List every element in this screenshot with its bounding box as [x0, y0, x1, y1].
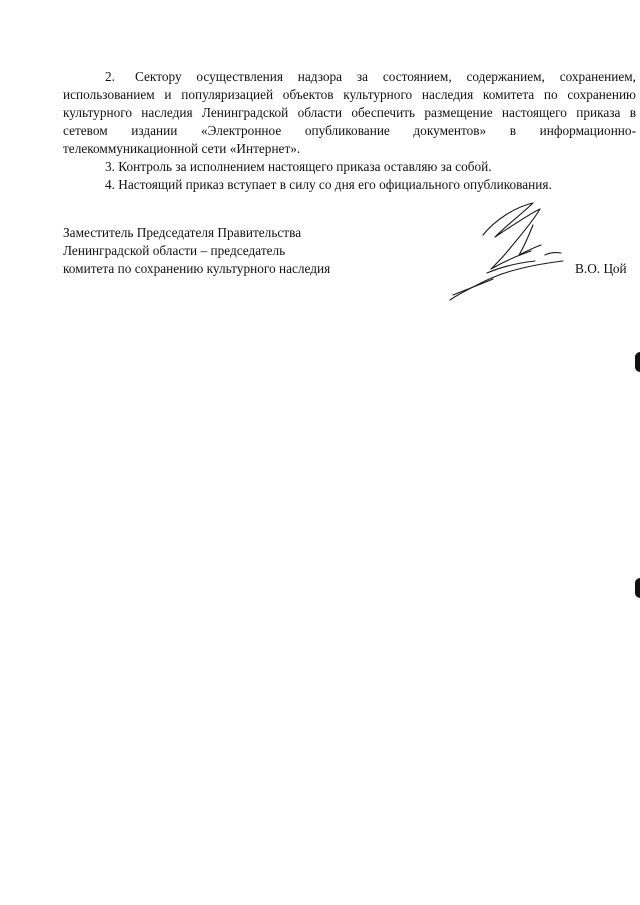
- paragraph-2: [63, 68, 636, 158]
- paragraph-3: 3. Контроль за исполнением настоящего приказа оставляю за собой.: [105, 159, 492, 174]
- signatory-title: [63, 224, 423, 278]
- paragraph-4: 4. Настоящий приказ вступает в силу со дня его официального опубликования.: [105, 177, 552, 192]
- paragraph-2-number: 2.: [105, 69, 115, 84]
- binding-hole-mark: [635, 352, 640, 372]
- signatory-title-line-1: Заместитель Председателя Правительства: [63, 225, 302, 240]
- paragraph-2-text: Сектору осуществления надзора за состоянием, содержанием, сохранением, использованием и популяризацией объектов культурного наследия комитета по сохранению культурного наследия Ленинградской области обеспечить размещение настоящего приказа в сетевом издании «Электронное опубликование документов» в информационно-телекоммуникационной сети «Интернет».: [63, 69, 636, 156]
- handwritten-signature: [445, 195, 575, 310]
- signer-name: В.О. Цой: [575, 261, 627, 276]
- signatory-title-line-2: Ленинградской области – председатель: [63, 243, 286, 258]
- document-body: [63, 68, 636, 194]
- signatory-title-line-3: комитета по сохранению культурного наследия: [63, 261, 331, 276]
- binding-hole-mark: [635, 578, 640, 598]
